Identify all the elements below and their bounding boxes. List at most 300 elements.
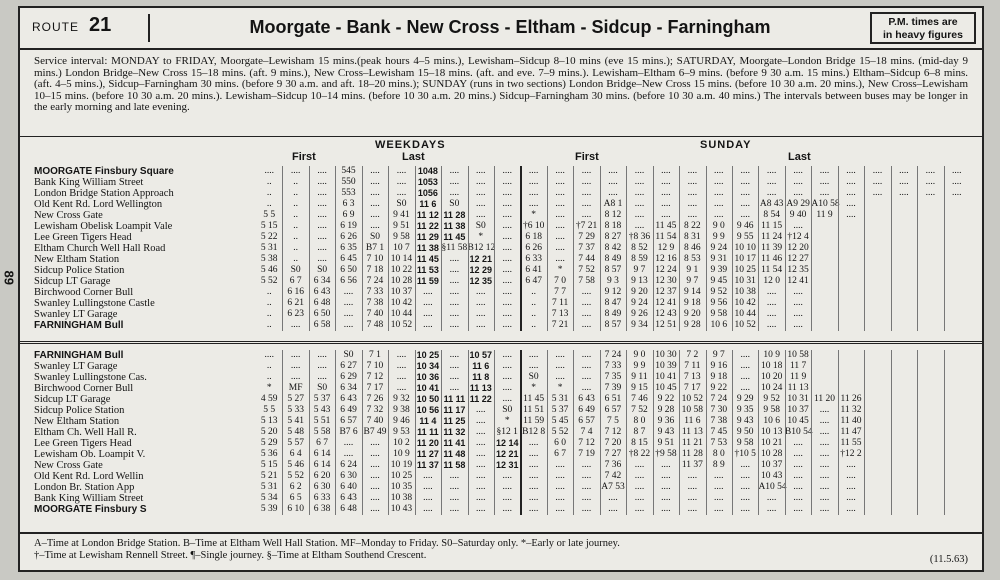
time-cell: 11 37 (681, 460, 703, 470)
time-cell: 6 19 (340, 221, 357, 231)
time-cell: 8 47 (604, 298, 622, 308)
time-cell: 12 9 (657, 243, 675, 253)
stop-name: Lee Green Tigers Head (34, 438, 132, 449)
time-cell: .... (819, 504, 830, 514)
time-cell: 7 32 (366, 405, 384, 415)
time-cell: .... (846, 482, 856, 492)
time-cell: .... (661, 210, 671, 220)
time-cell: .... (528, 493, 539, 503)
timetable-row (256, 460, 970, 471)
time-cell: 5 57 (287, 438, 304, 448)
time-cell: .... (846, 460, 856, 470)
time-cell: .... (819, 449, 830, 459)
footnote-line-1: A–Time at London Bridge Station. B–Time at Eltham Well Hall Station. MF–Monday to Friday. S0–Saturday only. *–Early or late journey. (34, 538, 620, 549)
outbound-times-grid (256, 166, 970, 331)
time-cell: 9 40 (789, 210, 807, 220)
time-cell: 11 55 (840, 438, 862, 448)
time-cell: 10 30 (655, 350, 677, 360)
time-cell: 6 43 (340, 493, 357, 503)
stop-name: New Cross Gate (34, 460, 103, 471)
time-cell: .... (502, 232, 512, 242)
column-rule (309, 166, 310, 331)
route-word: ROUTE (32, 20, 79, 34)
time-cell: .... (370, 199, 380, 209)
time-cell: 9 3 (607, 276, 619, 286)
time-cell: 7 17 (684, 383, 701, 393)
time-cell: .... (819, 438, 830, 448)
time-cell: .... (634, 199, 645, 209)
time-cell: 1053 (417, 177, 438, 187)
stop-name: Swanley Lullingstone Castle (34, 298, 155, 309)
time-cell: 10 39 (655, 361, 677, 371)
time-cell: .... (846, 177, 856, 187)
time-cell: †6 10 (522, 221, 545, 231)
stop-name: Swanley Lullingstone Cas. (34, 372, 147, 383)
time-cell: 10 6 (763, 416, 780, 426)
time-cell: 5 58 (313, 427, 331, 437)
time-cell: 11 28 (681, 449, 703, 459)
column-rule (679, 166, 680, 331)
time-cell: .... (687, 177, 698, 187)
time-cell: .... (528, 199, 539, 209)
time-cell: .... (449, 361, 460, 371)
timetable-row (256, 504, 970, 515)
time-cell: * (531, 383, 537, 393)
time-cell: 10 37 (760, 460, 783, 470)
time-cell: .... (555, 243, 565, 253)
time-cell: 5 51 (313, 416, 331, 426)
time-cell: .... (528, 361, 539, 371)
time-cell: 10 43 (760, 471, 783, 481)
time-cell: 12 21 (495, 449, 519, 459)
column-rule (944, 166, 945, 331)
time-cell: 9 7 (712, 350, 725, 360)
time-cell: .... (317, 188, 327, 198)
timetable-row (256, 416, 970, 427)
time-cell: 5 52 (551, 427, 569, 437)
time-cell: .... (872, 177, 883, 187)
time-cell: .... (502, 350, 512, 360)
time-cell: 10 58 (681, 405, 704, 415)
stop-name: Sidcup LT Garage (34, 394, 111, 405)
time-cell: .... (370, 493, 380, 503)
time-cell: .... (793, 298, 803, 308)
time-cell: .... (793, 188, 803, 198)
stop-name: Lee Green Tigers Head (34, 232, 132, 243)
time-cell: .... (661, 166, 671, 176)
time-cell: .... (740, 482, 750, 492)
time-cell: 10 25 (390, 471, 413, 481)
time-cell: .... (317, 166, 327, 176)
column-rule (520, 350, 522, 515)
time-cell: .... (925, 177, 936, 187)
time-cell: * (266, 383, 272, 393)
column-rule (653, 166, 654, 331)
time-cell: .... (740, 210, 750, 220)
page-number: 89 (1, 270, 17, 285)
time-cell: 11 26 (840, 394, 862, 404)
time-cell: .... (449, 287, 460, 297)
column-rule (944, 350, 945, 515)
time-cell: 9 7 (633, 265, 646, 275)
time-cell: 5 43 (313, 405, 331, 415)
outbound-timetable (20, 136, 982, 340)
time-cell: .... (581, 383, 592, 393)
time-cell: 10 22 (390, 265, 413, 275)
time-cell: 10 45 (787, 416, 809, 426)
time-cell: .... (555, 210, 565, 220)
time-cell: 9 46 (393, 416, 410, 426)
time-cell: 10 42 (390, 298, 413, 308)
time-cell: 6 49 (578, 405, 595, 415)
time-cell: 11 11 (417, 427, 439, 437)
time-cell: 6 26 (340, 232, 357, 242)
time-cell: .... (555, 177, 565, 187)
time-cell: 11 22 (416, 221, 439, 231)
time-cell: 10 13 (760, 427, 783, 437)
time-cell: †10 5 (734, 449, 756, 459)
column-rule (362, 166, 363, 331)
time-cell: .... (476, 405, 486, 415)
footnote-line-2: †–Time at Lewisham Rennell Street. ¶–Single journey. §–Time at Eltham Southend Crescent. (34, 550, 427, 561)
time-cell: .... (528, 471, 539, 481)
time-cell: .... (317, 177, 327, 187)
time-cell: 11 22 (469, 394, 492, 404)
column-rule (441, 350, 442, 515)
time-cell: 6 33 (525, 254, 542, 264)
sunday-last-label: Last (788, 151, 811, 163)
time-cell: †7 21 (575, 221, 598, 231)
time-cell: .... (370, 221, 380, 231)
time-cell: 6 40 (340, 482, 357, 492)
weekdays-last-label: Last (402, 151, 425, 163)
timetable-row (256, 199, 970, 210)
print-date: (11.5.63) (929, 554, 968, 565)
column-rule (282, 350, 283, 515)
time-cell: .... (740, 166, 750, 176)
time-cell: S0 (317, 383, 328, 393)
time-cell: 8 46 (684, 243, 701, 253)
time-cell: .... (476, 188, 486, 198)
time-cell: 11 32 (840, 405, 862, 415)
time-cell: .... (581, 166, 592, 176)
time-cell: B7 6 (339, 427, 358, 437)
time-cell: .... (555, 372, 565, 382)
time-cell: .... (396, 372, 407, 382)
time-cell: 10 2 (393, 438, 410, 448)
time-cell: 10 52 (390, 320, 413, 330)
time-cell: 11 38 (443, 221, 466, 231)
time-cell: .... (925, 166, 936, 176)
time-cell: 12 20 (787, 243, 809, 253)
timetable-row (256, 361, 970, 372)
time-cell: 11 20 (814, 394, 836, 404)
time-cell: .... (343, 320, 354, 330)
time-cell: 11 38 (416, 243, 439, 253)
time-cell: .... (396, 383, 407, 393)
column-rule (388, 166, 389, 331)
time-cell: S0 (343, 350, 354, 360)
time-cell: 12 41 (787, 276, 809, 286)
time-cell: 11 27 (416, 449, 439, 459)
column-rule (468, 166, 469, 331)
time-cell: 11 58 (443, 460, 466, 470)
time-cell: 7 4 (580, 427, 593, 437)
time-cell: B12 8 (522, 427, 546, 437)
time-cell: .... (766, 166, 777, 176)
time-cell: .... (290, 372, 301, 382)
time-cell: 11 48 (443, 449, 466, 459)
time-cell: 9 22 (657, 394, 675, 404)
time-cell: 11 6 (472, 361, 490, 371)
time-cell: 5 36 (260, 449, 278, 459)
time-cell: S0 (502, 405, 513, 415)
time-cell: 8 59 (631, 254, 648, 264)
time-cell: .... (502, 361, 512, 371)
time-cell: 10 20 (760, 372, 783, 382)
time-cell: .... (423, 298, 433, 308)
time-cell: 9 15 (631, 383, 648, 393)
time-cell: 12 16 (655, 254, 677, 264)
time-cell: .... (502, 276, 512, 286)
time-cell: 9 31 (710, 254, 728, 264)
time-cell: .... (502, 309, 512, 319)
time-cell: 7 44 (578, 254, 595, 264)
time-cell: S0 (449, 199, 460, 209)
time-cell: 10 14 (390, 254, 413, 264)
time-cell: 6 2 (289, 482, 302, 492)
time-cell: §12 1 (496, 427, 518, 437)
time-cell: .... (581, 372, 592, 382)
time-cell: .... (846, 210, 856, 220)
time-cell: .... (528, 460, 539, 470)
time-cell: 9 20 (684, 309, 701, 319)
time-cell: .... (819, 482, 830, 492)
time-cell: 6 14 (313, 449, 331, 459)
time-cell: 1048 (417, 166, 438, 176)
time-cell: .... (581, 493, 592, 503)
time-cell: 11 28 (443, 210, 466, 220)
sunday-first-label: First (575, 151, 599, 163)
time-cell: 5 38 (260, 254, 278, 264)
time-cell: .... (714, 471, 724, 481)
route-title: Moorgate - Bank - New Cross - Eltham - Sidcup - Farningham (249, 17, 771, 37)
column-rule (732, 166, 733, 331)
time-cell: 6 3 (342, 199, 355, 209)
time-cell: .... (793, 504, 803, 514)
time-cell: 9 58 (710, 309, 728, 319)
time-cell: 5 33 (287, 405, 304, 415)
column-rule (494, 350, 495, 515)
time-cell: 7 1 (369, 350, 381, 360)
time-cell: 7 24 (710, 394, 728, 404)
time-cell: 12 0 (763, 276, 780, 286)
time-cell: 9 55 (736, 232, 754, 242)
time-cell: .... (766, 298, 777, 308)
time-cell: A8 43 (759, 199, 784, 209)
time-cell: 10 42 (734, 298, 756, 308)
column-rule (335, 166, 336, 331)
time-cell: 7 11 (684, 361, 701, 371)
time-cell: 6 30 (340, 471, 357, 481)
time-cell: 5 31 (551, 394, 569, 404)
time-cell: .... (740, 350, 750, 360)
stop-name: Bank King William Street (34, 177, 144, 188)
time-cell: 9 28 (684, 320, 701, 330)
time-cell: 7 21 (551, 320, 569, 330)
time-cell: .... (528, 188, 539, 198)
time-cell: 8 57 (604, 265, 622, 275)
time-cell: 9 7 (686, 276, 699, 286)
time-cell: 11 7 (789, 361, 807, 371)
time-cell: 6 21 (287, 298, 304, 308)
time-cell: 5 31 (260, 482, 278, 492)
time-cell: 6 5 (289, 493, 302, 503)
inbound-timetable (20, 341, 982, 534)
time-cell: 12 37 (655, 287, 677, 297)
time-cell: .... (449, 383, 460, 393)
time-cell: 11 8 (472, 372, 490, 382)
time-cell: .... (740, 504, 750, 514)
time-cell: .. (293, 232, 299, 242)
time-cell: 7 24 (366, 276, 384, 286)
time-cell: .... (819, 427, 830, 437)
time-cell: .... (793, 449, 803, 459)
time-cell: 6 7 (316, 438, 329, 448)
timetable-row (256, 243, 970, 254)
time-cell: 7 26 (366, 394, 384, 404)
time-cell: 5 15 (260, 460, 278, 470)
timetable-row (256, 471, 970, 482)
time-cell: .... (740, 361, 750, 371)
time-cell: 9 53 (393, 427, 410, 437)
time-cell: 7 48 (366, 320, 384, 330)
time-cell: .... (555, 493, 565, 503)
time-cell: 10 36 (416, 372, 440, 382)
time-cell: 6 43 (578, 394, 595, 404)
time-cell: §11 58 (441, 243, 468, 253)
time-cell: .... (370, 438, 380, 448)
time-cell: .... (502, 199, 512, 209)
time-cell: 11 46 (761, 254, 783, 264)
column-rule (679, 350, 680, 515)
time-cell: 6 50 (340, 265, 357, 275)
time-cell: .... (317, 361, 327, 371)
time-cell: 6 20 (313, 471, 331, 481)
time-cell: 6 30 (313, 482, 331, 492)
time-cell: 11 11 (443, 394, 466, 404)
time-cell: 5 31 (260, 243, 278, 253)
time-cell: .... (370, 449, 380, 459)
time-cell: A7 53 (601, 482, 625, 492)
time-cell: 8 12 (604, 210, 622, 220)
time-cell: .... (687, 188, 698, 198)
weekdays-label: WEEKDAYS (375, 139, 446, 151)
time-cell: 10 38 (734, 287, 756, 297)
timetable-row (256, 265, 970, 276)
time-cell: 8 0 (712, 449, 725, 459)
time-cell: 11 45 (416, 254, 439, 264)
time-cell: .... (581, 350, 592, 360)
time-cell: 10 7 (393, 243, 410, 253)
time-cell: 12 43 (655, 309, 677, 319)
route-label (32, 14, 111, 37)
time-cell: .... (952, 166, 962, 176)
column-rule (811, 166, 812, 331)
time-cell: 7 12 (604, 427, 622, 437)
time-cell: 8 27 (604, 232, 622, 242)
time-cell: 5 15 (260, 221, 278, 231)
time-cell: 10 6 (710, 320, 728, 330)
time-cell: 9 9 (633, 361, 646, 371)
time-cell: 1056 (417, 188, 438, 198)
time-cell: .... (343, 438, 354, 448)
time-cell: .... (740, 383, 750, 393)
time-cell: .... (476, 199, 486, 209)
time-cell: 5 52 (260, 276, 278, 286)
time-cell: .... (476, 493, 486, 503)
timetable-row (256, 427, 970, 438)
timetable-row (256, 438, 970, 449)
time-cell: 9 14 (684, 287, 701, 297)
time-cell: .... (396, 361, 407, 371)
time-cell: .... (634, 471, 645, 481)
time-cell: .... (793, 221, 803, 231)
time-cell: 6 43 (313, 287, 331, 297)
stop-name: Old Kent Rd. Lord Wellin (34, 471, 144, 482)
time-cell: 10 18 (760, 361, 783, 371)
stop-name: Old Kent Rd. Lord Wellington (34, 199, 163, 210)
time-cell: 9 12 (604, 287, 622, 297)
time-cell: 9 43 (736, 416, 754, 426)
time-cell: 11 6 (419, 199, 437, 209)
time-cell: .... (555, 361, 565, 371)
time-cell: †8 36 (628, 232, 651, 242)
time-cell: 6 41 (525, 265, 542, 275)
time-cell: 9 46 (736, 221, 754, 231)
time-cell: 9 39 (710, 265, 728, 275)
time-cell: .... (370, 471, 380, 481)
time-cell: S0 (317, 265, 328, 275)
time-cell: .... (766, 287, 777, 297)
time-cell: 7 12 (366, 372, 384, 382)
time-cell: .... (502, 394, 512, 404)
time-cell: 9 16 (710, 361, 728, 371)
time-cell: .... (476, 210, 486, 220)
time-cell: 11 32 (443, 427, 466, 437)
time-cell: .... (502, 166, 512, 176)
time-cell: 7 37 (578, 243, 595, 253)
time-cell: 6 23 (287, 309, 304, 319)
time-cell: .... (846, 166, 856, 176)
time-cell: 7 45 (710, 427, 728, 437)
time-cell: 10 31 (787, 394, 809, 404)
time-cell: 11 13 (787, 383, 809, 393)
time-cell: 5 20 (260, 427, 278, 437)
time-cell: .... (449, 254, 460, 264)
time-cell: 8 9 (712, 460, 725, 470)
time-cell: .... (528, 166, 539, 176)
route-number: 21 (89, 14, 112, 36)
time-cell: 10 34 (416, 361, 440, 371)
column-rule (573, 166, 574, 331)
time-cell: .... (396, 177, 407, 187)
time-cell: .... (766, 504, 777, 514)
time-cell: .... (766, 177, 777, 187)
time-cell: 8 49 (604, 254, 622, 264)
stop-name: Bank King William Street (34, 493, 144, 504)
time-cell: .... (502, 221, 512, 231)
